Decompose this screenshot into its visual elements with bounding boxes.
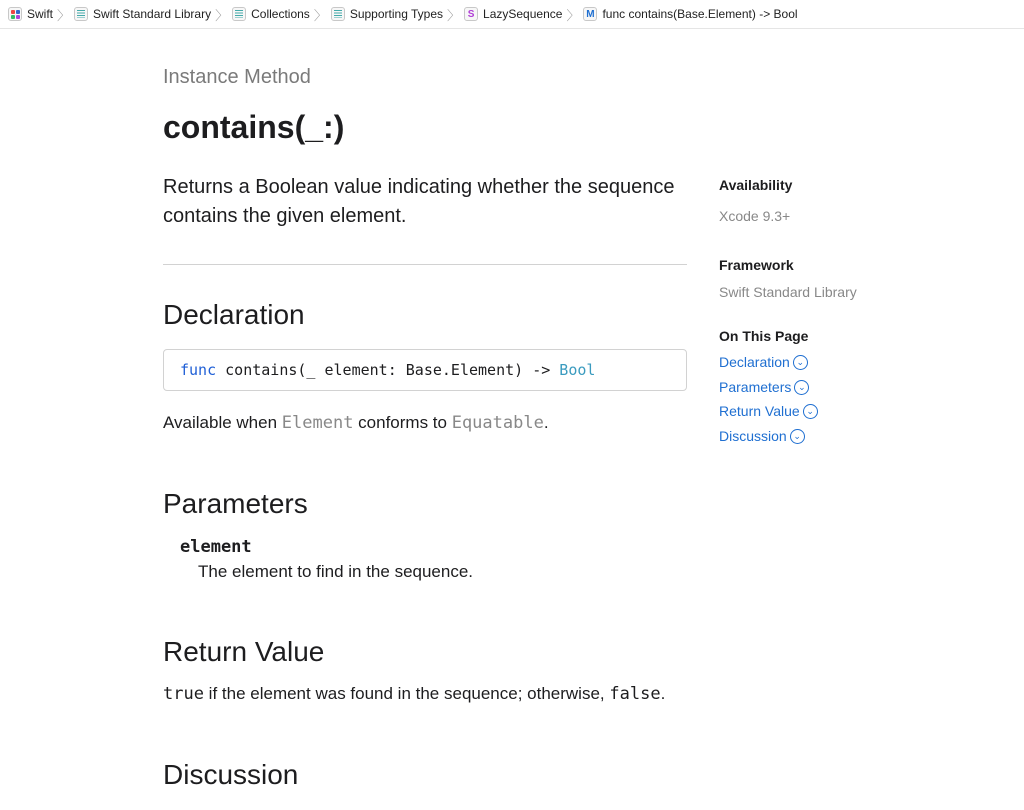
declaration-heading: Declaration xyxy=(163,299,305,330)
link-label: Return Value xyxy=(719,403,800,419)
crumb-label: Collections xyxy=(251,7,310,21)
framework-value: Swift Standard Library xyxy=(719,284,857,300)
breadcrumb-collections[interactable] xyxy=(232,7,310,21)
parameter-name: element xyxy=(180,537,252,557)
breadcrumb-swift-standard-library[interactable] xyxy=(74,7,211,21)
struct-icon: S xyxy=(464,7,478,21)
code-true: true xyxy=(163,684,204,704)
breadcrumb-contains[interactable] xyxy=(583,7,797,21)
link-declaration[interactable] xyxy=(719,354,808,370)
text: Available when xyxy=(163,413,282,432)
parameters-heading: Parameters xyxy=(163,488,308,519)
chevron-down-circle-icon: ⌄ xyxy=(790,429,805,444)
chevron-down-circle-icon: ⌄ xyxy=(794,380,809,395)
code-keyword: func xyxy=(180,361,217,379)
link-label: Parameters xyxy=(719,379,792,395)
text: . xyxy=(543,413,549,432)
code-equatable: Equatable xyxy=(451,413,544,433)
discussion-heading: Discussion xyxy=(163,759,299,790)
list-icon xyxy=(331,7,345,21)
framework-label: Framework xyxy=(719,257,794,273)
crumb-label: Supporting Types xyxy=(349,7,444,21)
crumb-label: Swift Standard Library xyxy=(93,7,212,21)
link-label: Discussion xyxy=(719,428,787,444)
divider xyxy=(163,264,687,265)
availability-value: Xcode 9.3+ xyxy=(719,208,791,224)
crumb-label: LazySequence xyxy=(483,7,563,21)
link-return-value[interactable] xyxy=(719,403,818,419)
chevron-right-icon: 〉 xyxy=(215,7,229,23)
method-icon: M xyxy=(583,7,597,21)
chevron-right-icon: 〉 xyxy=(313,7,327,23)
availability-note xyxy=(163,413,549,433)
text: conforms to xyxy=(353,413,452,432)
parameter-description: The element to find in the sequence. xyxy=(198,562,474,581)
on-this-page-label: On This Page xyxy=(719,328,809,344)
return-value-heading: Return Value xyxy=(163,636,325,667)
crumb-label: func contains(Base.Element) -> Bool xyxy=(602,7,798,21)
breadcrumb-lazysequence[interactable] xyxy=(464,7,562,21)
code-element: Element xyxy=(281,413,354,433)
crumb-label: Swift xyxy=(27,7,54,21)
declaration-code xyxy=(163,349,687,391)
chevron-right-icon: 〉 xyxy=(57,7,71,23)
chevron-right-icon: 〉 xyxy=(566,7,580,23)
chevron-down-circle-icon: ⌄ xyxy=(793,355,808,370)
chevron-down-circle-icon: ⌄ xyxy=(803,404,818,419)
text: . xyxy=(660,684,666,703)
breadcrumb xyxy=(0,0,1024,29)
list-icon xyxy=(74,7,88,21)
return-value-text xyxy=(163,684,665,704)
text: if the element was found in the sequence; otherwise, xyxy=(203,684,610,703)
code-body: contains(_ element: Base.Element) -> xyxy=(216,361,560,379)
code-return-type[interactable]: Bool xyxy=(559,361,596,379)
breadcrumb-swift[interactable] xyxy=(8,7,53,21)
link-label: Declaration xyxy=(719,354,790,370)
link-parameters[interactable] xyxy=(719,379,809,395)
availability-label: Availability xyxy=(719,177,793,193)
symbol-kind: Instance Method xyxy=(163,66,311,88)
breadcrumb-supporting-types[interactable] xyxy=(331,7,443,21)
abstract: Returns a Boolean value indicating whether the sequence contains the given element. xyxy=(163,176,675,227)
link-discussion[interactable] xyxy=(719,428,805,444)
code-false: false xyxy=(609,684,661,704)
swift-grid-icon xyxy=(8,7,22,21)
chevron-right-icon: 〉 xyxy=(447,7,461,23)
page-title: contains(_:) xyxy=(163,109,345,145)
list-icon xyxy=(232,7,246,21)
